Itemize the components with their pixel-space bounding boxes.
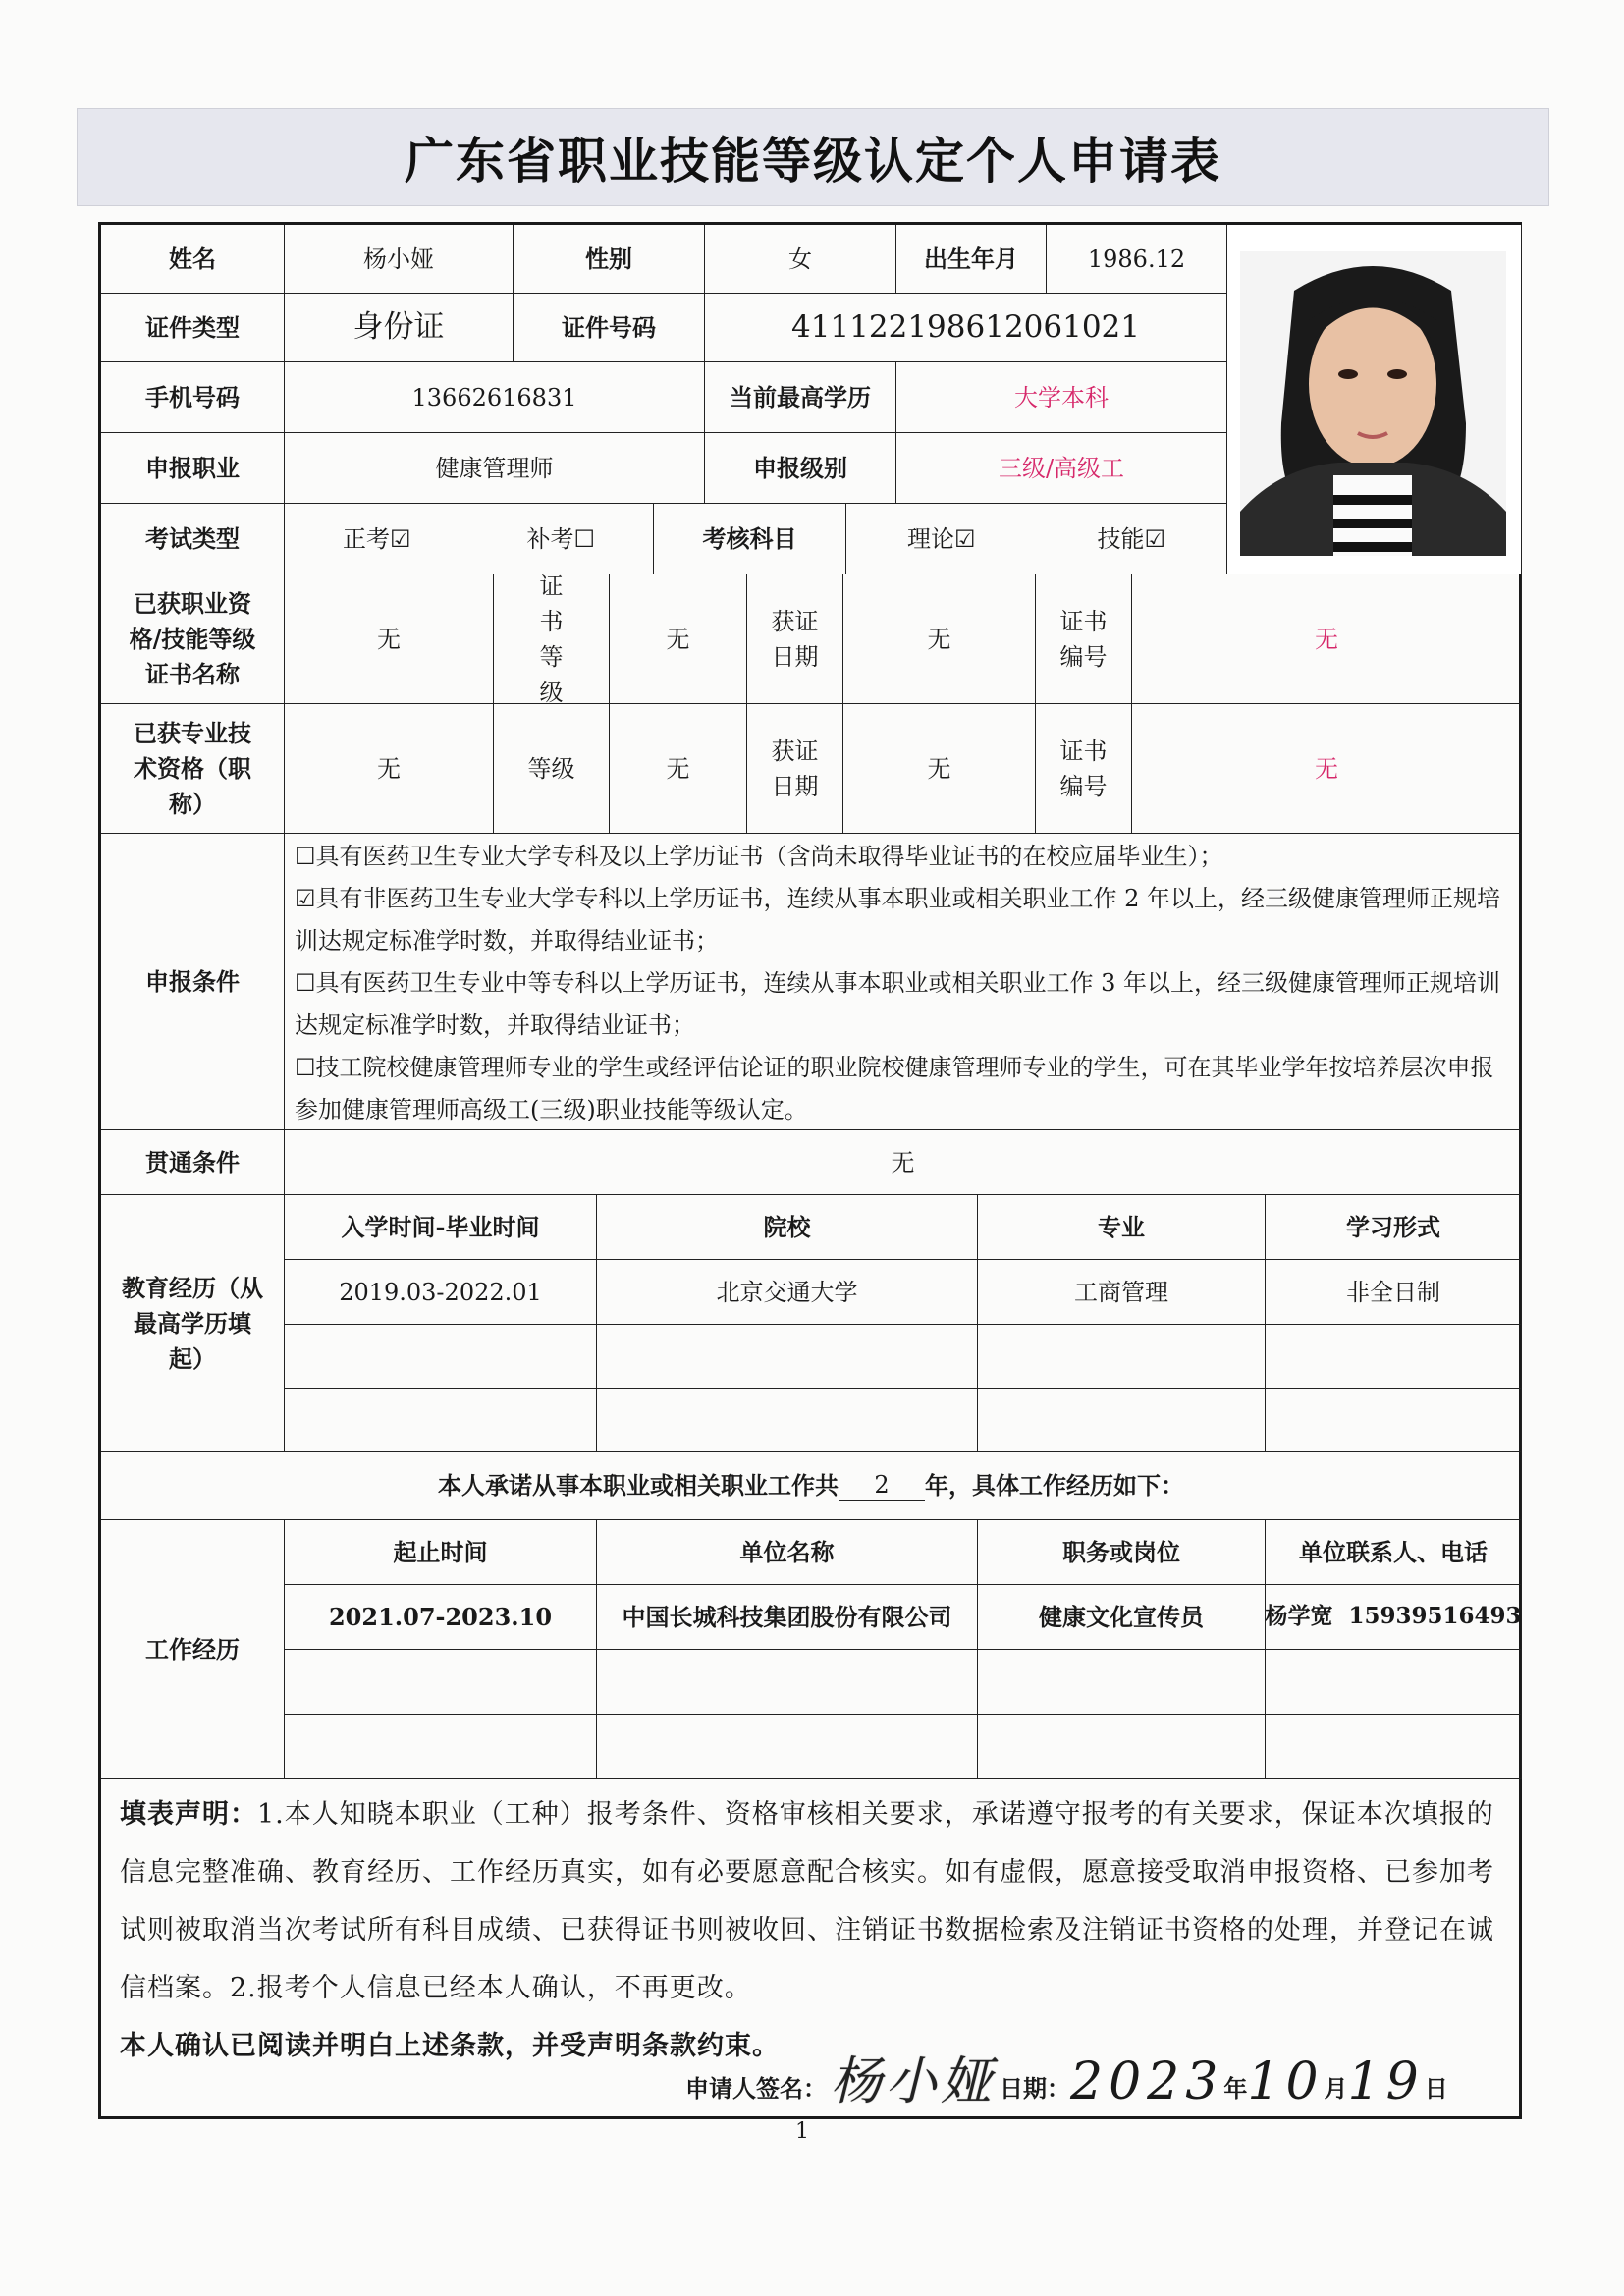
edu-value: 大学本科 [896,362,1227,433]
signature-line [685,2052,1448,2111]
condition-item[interactable]: ☐具有医药卫生专业大学专科及以上学历证书（含尚未取得毕业证书的在校应届毕业生）； [295,843,1223,870]
title-qual-value: 无 [285,704,494,834]
condition-item[interactable]: ☐具有医药卫生专业中等专科以上学历证书，连续从事本职业或相关职业工作 3 年以上，经三级健康管理师正规培训达规定标准学时数，并取得结业证书； [295,969,1501,1039]
exam-normal-checkbox[interactable]: 正考☑ [342,524,411,553]
cert-name-label: 已获职业资格/技能等级证书名称 [101,574,285,704]
phone-label: 手机号码 [101,362,285,433]
work-cell [597,1650,978,1715]
idno-label: 证件号码 [514,294,705,362]
work-promise [101,1452,1522,1520]
theory-checkbox[interactable]: 理论☑ [906,524,976,553]
edu-label: 当前最高学历 [705,362,896,433]
edu-header-period: 入学时间-毕业时间 [285,1195,597,1260]
name-label: 姓名 [101,225,285,294]
cert-date-value: 无 [843,574,1036,704]
through-label: 贯通条件 [101,1130,285,1195]
cert-name-value: 无 [285,574,494,704]
skill-checkbox[interactable]: 技能☑ [1097,524,1165,553]
subject-label: 考核科目 [654,504,846,574]
through-value: 无 [285,1130,1522,1195]
edu-cell: 工商管理 [978,1260,1266,1325]
edu-cell: 2019.03-2022.01 [285,1260,597,1325]
education-label: 教育经历（从最高学历填起） [101,1195,285,1452]
cert-level-value: 无 [610,574,747,704]
work-header-position: 职务或岗位 [978,1520,1266,1585]
edu-cell [285,1389,597,1452]
date-label: 日期： [1000,2074,1071,2103]
applicant-photo [1240,251,1506,556]
exam-type-label: 考试类型 [101,504,285,574]
edu-header-major: 专业 [978,1195,1266,1260]
edu-cell [978,1389,1266,1452]
work-cell: 杨学宽 15939516493 [1266,1585,1522,1650]
edu-cell [597,1389,978,1452]
edu-cell [1266,1389,1522,1452]
sign-month[interactable]: 10 [1247,2052,1325,2111]
edu-header-mode: 学习形式 [1266,1195,1522,1260]
year-unit: 年 [1223,2074,1248,2103]
work-cell [597,1715,978,1779]
work-promise-after: 年，具体工作经历如下： [925,1471,1184,1500]
conditions-cell [285,834,1522,1130]
edu-cell [597,1325,978,1389]
work-cell [1266,1715,1522,1779]
work-promise-before: 本人承诺从事本职业或相关职业工作共 [438,1471,839,1500]
idtype-value: 身份证 [285,294,514,362]
declaration-confirm: 本人确认已阅读并明白上述条款，并受声明条款约束。 [120,2031,780,2061]
declaration-head: 填表声明： [120,1799,257,1830]
exam-makeup-checkbox[interactable]: 补考☐ [526,524,595,553]
conditions-label: 申报条件 [101,834,285,1130]
title-qual-label: 已获专业技术资格（职称） [101,704,285,834]
day-unit: 日 [1424,2074,1448,2103]
subject-options [846,504,1227,574]
page-number: 1 [795,2119,809,2144]
title-level-value: 无 [610,704,747,834]
cert-date-label: 获证日期 [747,574,843,704]
gender-label: 性别 [514,225,705,294]
declaration-body: 1.本人知晓本职业（工种）报考条件、资格审核相关要求，承诺遵守报考的有关要求，保证本次填报的信息完整准确、教育经历、工作经历真实，如有必要愿意配合核实。如有虚假，愿意接受取消申报资格、已参加考试则被取消当次考试所有科目成绩、已获得证书则被收回、注销证书数据检索及注销证书资格的处理，并登记在诚信档案。2.报考个人信息已经本人确认，不再更改。 [120,1799,1494,2003]
birth-value: 1986.12 [1047,225,1227,294]
exam-type-options [285,504,654,574]
title-no-label: 证书编号 [1036,704,1132,834]
work-cell [1266,1650,1522,1715]
work-header-contact: 单位联系人、电话 [1266,1520,1522,1585]
level-value: 三级/高级工 [896,433,1227,504]
title-date-label: 获证日期 [747,704,843,834]
phone-value: 13662616831 [285,362,705,433]
edu-cell [285,1325,597,1389]
cert-no-value: 无 [1132,574,1522,704]
work-header-company: 单位名称 [597,1520,978,1585]
title-level-label: 等级 [494,704,610,834]
declaration [98,1785,1522,2076]
title-banner [77,108,1549,206]
work-cell: 健康文化宣传员 [978,1585,1266,1650]
condition-item[interactable]: ☐技工院校健康管理师专业的学生或经评估论证的职业院校健康管理师专业的学生，可在其毕业学年按培养层次申报参加健康管理师高级工(三级)职业技能等级认定。 [295,1054,1494,1123]
month-unit: 月 [1324,2074,1348,2103]
job-value: 健康管理师 [285,433,705,504]
conditions-list [285,836,1522,1131]
work-header-period: 起止时间 [285,1520,597,1585]
name-value: 杨小娅 [285,225,514,294]
work-cell [285,1715,597,1779]
idtype-label: 证件类型 [101,294,285,362]
title-date-value: 无 [843,704,1036,834]
sign-year[interactable]: 2023 [1070,2052,1224,2111]
work-years: 2 [839,1471,925,1501]
photo-cell [1227,225,1522,574]
sign-day[interactable]: 19 [1347,2052,1425,2111]
edu-cell [1266,1325,1522,1389]
title-no-value: 无 [1132,704,1522,834]
edu-cell: 北京交通大学 [597,1260,978,1325]
edu-cell [978,1325,1266,1389]
edu-cell: 非全日制 [1266,1260,1522,1325]
cert-no-label: 证书编号 [1036,574,1132,704]
cert-level-label: 证书等级 [494,574,610,704]
form-title: 广东省职业技能等级认定个人申请表 [405,133,1221,190]
gender-value: 女 [705,225,896,294]
work-cell [285,1650,597,1715]
work-cell: 2021.07-2023.10 [285,1585,597,1650]
condition-item[interactable]: ☑具有非医药卫生专业大学专科以上学历证书，连续从事本职业或相关职业工作 2 年以上，经三级健康管理师正规培训达规定标准学时数，并取得结业证书； [295,885,1501,955]
level-label: 申报级别 [705,433,896,504]
idno-value: 411122198612061021 [705,294,1227,362]
birth-label: 出生年月 [896,225,1047,294]
job-label: 申报职业 [101,433,285,504]
applicant-signature[interactable]: 杨小娅 [831,2052,997,2111]
work-label: 工作经历 [101,1520,285,1779]
edu-header-school: 院校 [597,1195,978,1260]
work-cell [978,1715,1266,1779]
work-cell [978,1650,1266,1715]
sign-label: 申请人签名： [685,2074,827,2103]
work-cell: 中国长城科技集团股份有限公司 [597,1585,978,1650]
